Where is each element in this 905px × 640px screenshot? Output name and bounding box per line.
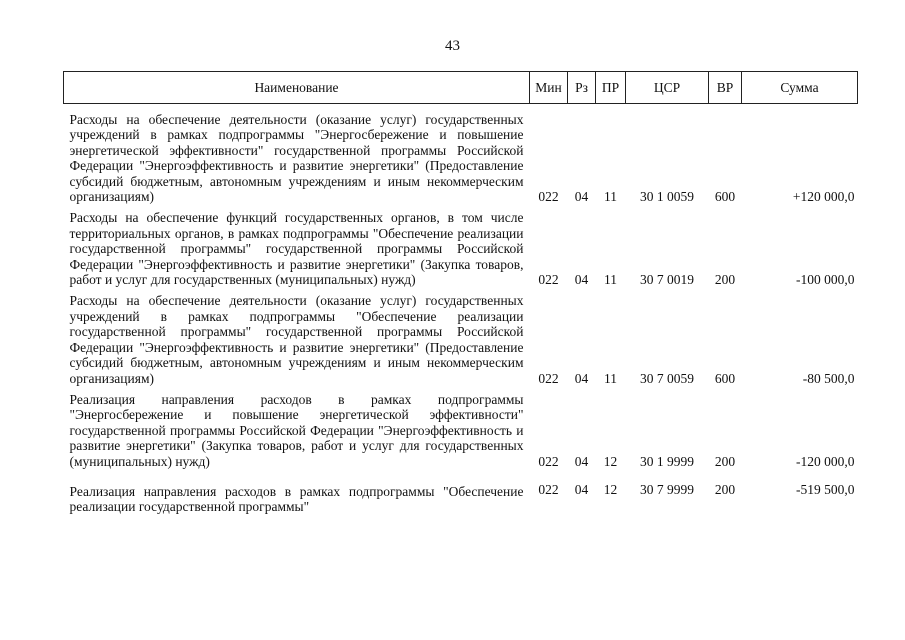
table-row <box>64 104 858 208</box>
header-min: Мин <box>530 72 568 104</box>
header-rz: Рз <box>568 72 596 104</box>
header-name: Наименование <box>64 72 530 104</box>
header-csr: ЦСР <box>626 72 709 104</box>
row-csr: 30 1 9999 <box>640 453 694 469</box>
table-row <box>64 472 858 518</box>
row-rz: 04 <box>574 272 589 288</box>
row-sum: -519 500,0 <box>796 481 855 497</box>
page-number: 43 <box>445 38 460 54</box>
header-pr: ПР <box>596 72 626 104</box>
row-vr: 200 <box>714 481 736 497</box>
row-rz: 04 <box>574 453 589 469</box>
row-min: 022 <box>538 453 559 469</box>
row-name: Расходы на обеспечение деятельности (оказание услуг) государственных учреждений в рамках подпрограммы "Энергосбережение и повышение энергетической эффективности" государственной программы Российской Федерации "Энергоэффективность и развитие энергетики" (Предоставление субсидий бюджетным, автономным учреждениям и иным некоммерческим организациям) <box>69 112 524 205</box>
budget-table <box>63 71 858 518</box>
table-row <box>64 207 858 290</box>
row-name: Реализация направления расходов в рамках подпрограммы "Обеспечение реализации государственной программы" <box>69 483 524 515</box>
row-rz: 04 <box>574 370 589 386</box>
table-row <box>64 389 858 472</box>
table-header-row <box>64 72 858 104</box>
row-min: 022 <box>538 370 559 386</box>
table-row <box>64 290 858 388</box>
row-pr: 11 <box>604 272 617 288</box>
row-csr: 30 7 0059 <box>640 370 694 386</box>
row-vr: 600 <box>714 370 736 386</box>
row-name: Расходы на обеспечение деятельности (оказание услуг) государственных учреждений в рамках подпрограммы "Обеспечение реализации государственной программы" государственной программы Российской Федерации "Энергоэффективность и развитие энергетики" (Предоставление субсидий бюджетным, автономным учреждениям и иным некоммерческим организациям) <box>69 293 524 386</box>
row-vr: 200 <box>714 272 736 288</box>
row-vr: 200 <box>714 453 736 469</box>
row-rz: 04 <box>574 481 589 497</box>
row-pr: 12 <box>603 453 618 469</box>
row-csr: 30 7 9999 <box>640 481 694 497</box>
row-sum: -120 000,0 <box>796 453 855 469</box>
row-pr: 11 <box>604 370 617 386</box>
row-vr: 600 <box>714 189 736 205</box>
row-sum: -100 000,0 <box>796 272 855 288</box>
row-pr: 12 <box>603 481 618 497</box>
row-sum: -80 500,0 <box>802 370 855 386</box>
row-name: Реализация направления расходов в рамках подпрограммы "Энергосбережение и повышение энергетической эффективности" государственной программы Российской Федерации "Энергоэффективность и развитие энергетики" (Закупка товаров, работ и услуг для государственных (муниципальных) нужд) <box>69 391 524 469</box>
row-min: 022 <box>538 189 559 205</box>
row-rz: 04 <box>574 189 589 205</box>
row-pr: 11 <box>604 189 617 205</box>
row-min: 022 <box>538 272 559 288</box>
header-vr: ВР <box>709 72 742 104</box>
row-sum: +120 000,0 <box>792 189 855 205</box>
row-min: 022 <box>538 481 559 497</box>
header-sum: Сумма <box>742 72 858 104</box>
row-csr: 30 1 0059 <box>640 189 694 205</box>
row-csr: 30 7 0019 <box>640 272 694 288</box>
row-name: Расходы на обеспечение функций государственных органов, в том числе территориальных органов, в рамках подпрограммы "Обеспечение реализации государственной программы" государственной программы Российской Федерации "Энергоэффективность и развитие энергетики" (Закупка товаров, работ и услуг для государственных (муниципальных) нужд) <box>69 210 524 288</box>
